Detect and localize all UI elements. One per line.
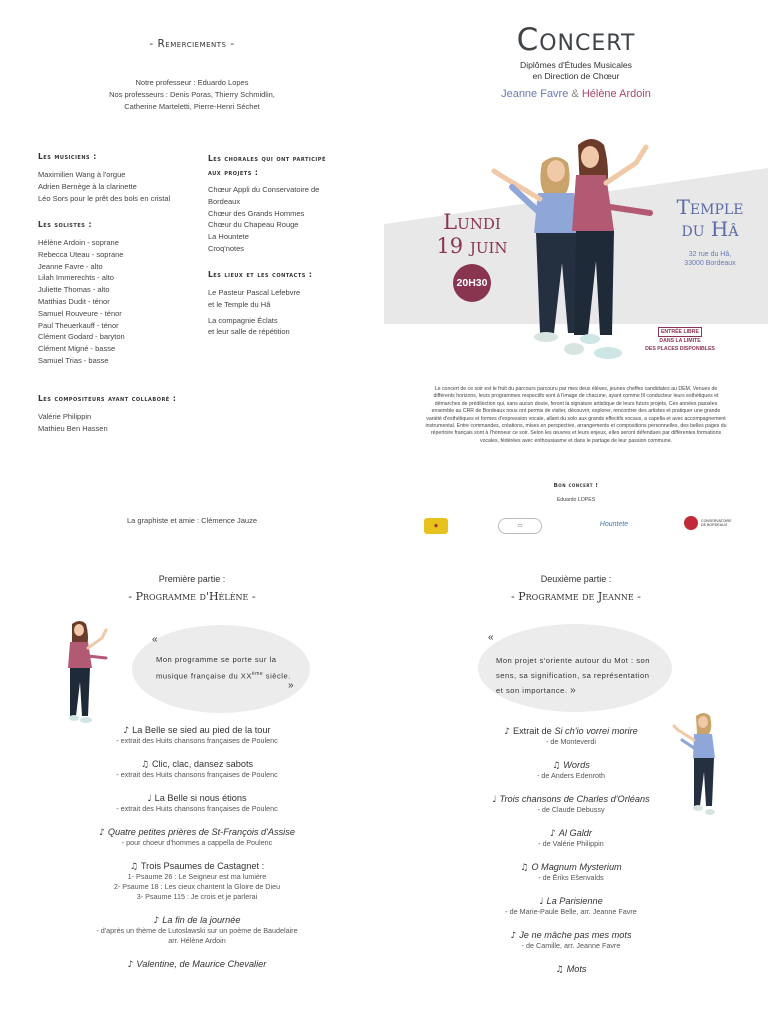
piece-title: La Belle si nous étions [154,793,247,803]
choirs-section [208,152,358,255]
intro-signature: Eduardo LOPES [556,497,596,503]
choir-item: Croq'notes [208,243,245,253]
piece-title-italic: Trois chansons de Charles d'Orléans [499,794,650,804]
venue-line: Temple [676,195,744,219]
soloist-item: Jeanne Favre - alto [38,261,103,271]
venue-address [668,250,752,268]
concert-date: 19 juin [436,234,508,258]
thanks-title: - Remerciements - [149,38,235,50]
musician-item: Adrien Bernège à la clarinette [38,181,137,191]
program-title: - Programme d'Hélène - [128,590,256,603]
soloist-item: Juliette Thomas - alto [38,285,110,295]
helene-pieces [0,725,394,970]
entry-info [640,327,720,353]
choir-item: Chœur des Grands Hommes [208,208,305,218]
program-jeanne-header [384,574,768,603]
program-helene-header [0,574,384,603]
helene-mini-illustration [62,620,112,724]
list-item [374,726,768,747]
helene-quote [156,652,296,684]
quote-text: musique française du XX [156,671,252,681]
concert-time: 20H30 [453,264,491,302]
quote-line [156,667,296,684]
piece-title: Trois Psaumes de Castagnet : [140,861,265,871]
part-label: Deuxième partie : [540,574,612,584]
places-section [208,270,368,338]
music-note-icon: ♪ [504,727,510,737]
places-title: Les lieux et les contacts : [208,270,313,279]
choir-item: Chœur Appli du Conservatoire de [208,185,320,194]
thanks-section [0,38,384,50]
soloists-title: Les solistes : [38,220,92,229]
place-item: Le Pasteur Pascal Lefebvre [208,288,301,297]
music-note-icon: ♫ [555,965,564,975]
conservatoire-logo-text: CONSERVATOIRE DE BORDEAUX [701,518,732,527]
piece-title-italic: Al Galdr [558,828,592,838]
thanks-line: Nos professeurs : Denis Poras, Thierry Schmidlin, [109,89,275,99]
list-item [374,794,768,815]
composer-item: Mathieu Ben Hassen [38,423,108,433]
quote-line [496,683,666,698]
quote-close: » [570,685,577,696]
concert-title: Concert [516,22,636,58]
entry-line: DANS LA LIMITE [659,338,701,344]
address-line: 32 rue du Hâ, [688,251,732,258]
venue-block [668,196,752,268]
quote-open: « [152,634,158,645]
piece-sub: 2- Psaume 18 : Les cieux chantent la Gloire de Dieu [113,882,281,891]
name-jeanne: Jeanne Favre [501,88,569,100]
logo-yellow-icon: ◆ [424,518,448,534]
piece-title-italic: Si ch'io vorrei morire [554,726,638,736]
soloist-item: Lilah Immerechts - alto [38,273,114,283]
list-item [374,964,768,975]
piece-sub: - extrait des Huits chansons françaises de Poulenc [116,736,278,745]
musicians-section [38,152,208,204]
subtitle-line: en Direction de Chœur [532,71,620,81]
piece-sub: - de Monteverdi [546,737,596,746]
list-item [374,828,768,849]
piece-sub: - pour choeur d'hommes a cappella de Poulenc [121,838,273,847]
logo-hountete [590,516,638,532]
choir-item: Bordeaux [208,196,241,206]
music-note-icon: ♫ [552,761,561,771]
soloist-item: Samuel Trias - basse [38,355,109,365]
music-note-icon: ♩ [492,795,497,805]
piece-sub: - extrait des Huits chansons françaises de Poulenc [116,770,278,779]
piece-sub: - extrait des Huits chansons françaises de Poulenc [116,804,278,813]
soloist-item: Samuel Rouveure - ténor [38,308,122,318]
list-item [374,760,768,781]
list-item [0,725,394,746]
composers-title: Les compositeurs ayant collaboré : [38,394,177,403]
piece-sub: 3- Psaume 115 : Je crois et je parlerai [136,892,258,901]
music-note-icon: ♪ [127,960,134,970]
choir-item: La Hountete [208,232,249,242]
piece-sub: - de Valérie Philippin [538,839,604,848]
piece-title-italic: O Magnum Mysterium [531,862,622,872]
piece-title-italic: La Parisienne [546,896,603,906]
list-item [0,959,394,970]
piece-title: La Belle se sied au pied de la tour [132,725,271,735]
place-item: et le Temple du Hâ [208,299,271,309]
list-item [0,861,394,902]
piece-sub: arr. Hélène Ardoin [168,936,226,945]
list-item [374,862,768,883]
quote-open: « [488,632,494,643]
address-line: 33000 Bordeaux [684,260,736,267]
ampersand: & [571,88,579,100]
concert-day: Lundi [443,210,501,234]
list-item [0,759,394,780]
piece-title: Clic, clac, dansez sabots [151,759,254,769]
piece-sub: 1- Psaume 26 : Le Seigneur est ma lumière [127,872,267,881]
logo-conservatoire [684,516,734,530]
music-note-icon: ♩ [539,897,544,907]
logo-chapeau [498,518,542,534]
choirs-title [208,152,358,180]
piece-title: Valentine, de Maurice Chevalier [136,959,267,969]
thanks-lines [0,77,384,112]
subtitle-line: Diplômes d'Études Musicales [520,60,632,70]
conductor-names [384,88,768,100]
quote-text: et son importance. [496,686,568,695]
piece-sub: - d'après un thème de Lutoslawski sur un poème de Baudelaire [96,926,298,935]
piece-title: La fin de la journée [162,915,241,925]
place-item: et leur salle de répétition [208,327,290,337]
intro-text: Le concert de ce soir est le fruit du parcours parcouru par mes deux élèves, jeunes cheffes candidates au DEM. Venues de différents horizons, leurs programmes respectifs sont à l'image de chacune, ayant comme fil conducteur leurs esthétiques et démarches de prédilection qui, sans aucun doute, feront la signature artistique de leurs futurs projets. Ces années passées ensemble au CRR de Bordeaux nous ont permis de visiter, découvrir, explorer, rencontrer des artistes et pratiquer une grande variété d'esthétiques et formes d'expression vocale, allant du solo aux grands effectifs vocaux, a capella et avec accompagnement instrumental. Entre commandes, créations, mises en perspective, arrangements et compositions personnelles, des belles pages du répertoire français sont à l'honneur ce soir. Selon les œuvres et leurs enjeux, elles seront défendues par différentes formations vocales, fédérées avec enthousiasme et dans le partage de leur passion commune. [425,386,727,444]
piece-sub: - de Camille, arr. Jeanne Favre [521,941,621,950]
music-note-icon: ♫ [140,760,149,770]
quote-sup: ème [251,671,264,677]
date-block [432,210,512,302]
jeanne-quote [496,653,666,698]
quote-text: siècle. [263,671,291,681]
thanks-line: Catherine Marteletti, Pierre-Henri Séchet [124,101,260,111]
venue-line: du Hâ [681,217,739,241]
music-note-icon: ♫ [520,863,529,873]
quote-close: » [288,680,294,691]
list-item [0,793,394,814]
musician-item: Maximilien Wang à l'orgue [38,170,126,179]
music-note-icon: ♪ [510,931,517,941]
name-helene: Hélène Ardoin [581,88,651,100]
soloists-section [38,220,208,367]
soloist-item: Paul Theuerkauff - ténor [38,320,119,330]
musician-item: Léo Sors pour le prêt des bols en cristal [38,193,171,203]
logo-hountete-text: Hountete [599,520,629,528]
music-note-icon: ♪ [153,916,160,926]
musicians-title: Les musiciens : [38,152,97,161]
entry-badge: ENTRÉE LIBRE [658,327,702,337]
soloist-item: Rebecca Uteau - soprane [38,249,124,259]
piece-title: Quatre petites prières de St-François d'Assise [107,827,295,837]
music-note-icon: ♫ [129,862,138,872]
quote-line: Mon projet s'oriente autour du Mot : son [496,656,650,665]
concert-header [384,22,768,100]
piece-sub: - de Claude Debussy [537,805,605,814]
music-note-icon: ♩ [147,794,152,804]
quote-line: Mon programme se porte sur la [156,655,277,664]
jeanne-pieces [374,726,768,975]
quote-line: sens, sa signification, sa représentation [496,671,650,680]
list-item [0,915,394,946]
soloist-item: Hélène Ardoin - soprane [38,238,119,247]
piece-title-italic: Mots [566,964,587,974]
soloist-item: Clément Migné - basse [38,344,116,354]
part-label: Première partie : [158,574,226,584]
concert-subtitle [384,60,768,82]
conservatoire-logo-icon [684,516,698,530]
piece-sub: - de Anders Edenroth [537,771,605,780]
thanks-line: Notre professeur : Eduardo Lopes [135,78,249,87]
logo-crr [424,518,448,534]
music-note-icon: ♪ [123,726,130,736]
choirs-title-line: aux projets : [208,168,259,177]
choirs-title-line: Les chorales qui ont participé [208,154,326,163]
soloist-item: Matthias Dudit - ténor [38,296,110,306]
logo-oval-icon: ▭ [498,518,542,534]
piece-sub: - de Ēriks Ešenvalds [538,873,604,882]
piece-title-italic: Words [563,760,590,770]
choir-item: Chœur du Chapeau Rouge [208,220,299,230]
place-item: La compagnie Éclats [208,315,278,325]
composers-section [38,394,238,435]
program-title: - Programme de Jeanne - [511,590,641,603]
piece-title: Extrait de [512,726,555,736]
entry-line: DES PLACES DISPONIBLES [645,346,715,352]
graphic-credit: La graphiste et amie : Clémence Jauze [126,516,258,525]
piece-sub: - de Marie-Paule Belle, arr. Jeanne Favre [505,907,637,916]
intro-closing: Bon concert ! [553,483,599,489]
soloist-item: Clément Godard - baryton [38,332,125,342]
piece-title-italic: Je ne mâche pas mes mots [519,930,632,940]
helene-figure [572,139,650,359]
list-item [374,896,768,917]
list-item [374,930,768,951]
music-note-icon: ♪ [550,829,556,839]
music-note-icon: ♪ [99,828,105,838]
list-item [0,827,394,848]
composer-item: Valérie Philippin [38,412,92,421]
